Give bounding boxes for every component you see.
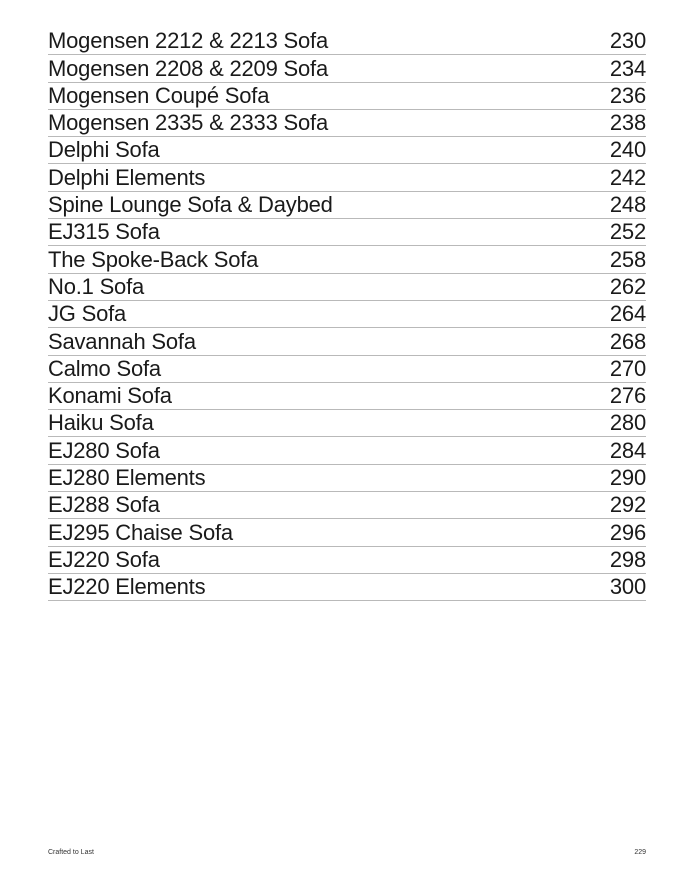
toc-entry-title: EJ280 Sofa [48, 437, 160, 463]
toc-entry-title: EJ220 Elements [48, 574, 206, 600]
toc-entry[interactable] [48, 574, 646, 601]
toc-entry-title: JG Sofa [48, 301, 127, 327]
toc-entry-page: 292 [609, 492, 646, 518]
toc-entry-page: 300 [609, 574, 646, 600]
table-of-contents [48, 28, 646, 601]
toc-entry-title: Savannah Sofa [48, 328, 196, 354]
toc-entry[interactable] [48, 519, 646, 546]
toc-entry-page: 276 [609, 383, 646, 409]
toc-entry-title: EJ288 Sofa [48, 492, 160, 518]
toc-entry-title: EJ295 Chaise Sofa [48, 519, 233, 545]
toc-entry-page: 234 [609, 55, 646, 81]
toc-entry-page: 284 [609, 437, 646, 463]
toc-entry[interactable] [48, 110, 646, 137]
toc-entry-title: Mogensen 2335 & 2333 Sofa [48, 110, 329, 136]
toc-entry-page: 248 [609, 192, 646, 218]
toc-entry-page: 240 [609, 137, 646, 163]
toc-entry[interactable] [48, 492, 646, 519]
toc-entry-page: 262 [609, 273, 646, 299]
toc-entry-page: 296 [609, 519, 646, 545]
toc-entry-title: EJ220 Sofa [48, 546, 160, 572]
toc-entry-title: Mogensen Coupé Sofa [48, 82, 270, 108]
toc-entry[interactable] [48, 410, 646, 437]
toc-entry-title: Spine Lounge Sofa & Daybed [48, 192, 333, 218]
toc-entry[interactable] [48, 137, 646, 164]
toc-entry-title: Calmo Sofa [48, 355, 161, 381]
toc-entry-title: Mogensen 2212 & 2213 Sofa [48, 28, 329, 54]
toc-entry[interactable] [48, 192, 646, 219]
toc-entry-title: No.1 Sofa [48, 273, 145, 299]
toc-entry-title: EJ315 Sofa [48, 219, 160, 245]
toc-entry-title: Mogensen 2208 & 2209 Sofa [48, 55, 329, 81]
toc-entry[interactable] [48, 274, 646, 301]
toc-entry-page: 298 [609, 546, 646, 572]
toc-entry[interactable] [48, 547, 646, 574]
toc-entry-page: 258 [609, 246, 646, 272]
toc-entry-page: 290 [609, 465, 646, 491]
toc-entry-page: 230 [609, 28, 646, 54]
toc-entry[interactable] [48, 383, 646, 410]
toc-entry[interactable] [48, 164, 646, 191]
toc-entry-title: EJ280 Elements [48, 465, 206, 491]
toc-entry-title: Konami Sofa [48, 383, 172, 409]
toc-entry[interactable] [48, 465, 646, 492]
toc-entry[interactable] [48, 83, 646, 110]
toc-entry[interactable] [48, 437, 646, 464]
toc-entry[interactable] [48, 219, 646, 246]
toc-entry[interactable] [48, 301, 646, 328]
toc-entry-page: 238 [609, 110, 646, 136]
toc-entry-page: 280 [609, 410, 646, 436]
toc-entry-title: The Spoke-Back Sofa [48, 246, 259, 272]
footer-title: Crafted to Last [48, 849, 94, 856]
toc-entry-page: 270 [609, 355, 646, 381]
toc-entry-page: 236 [609, 82, 646, 108]
toc-entry-page: 268 [609, 328, 646, 354]
toc-entry-title: Delphi Sofa [48, 137, 160, 163]
toc-entry[interactable] [48, 246, 646, 273]
toc-entry[interactable] [48, 328, 646, 355]
toc-entry-page: 242 [609, 164, 646, 190]
toc-entry-title: Haiku Sofa [48, 410, 154, 436]
toc-entry[interactable] [48, 55, 646, 82]
toc-entry[interactable] [48, 356, 646, 383]
footer-page-number: 229 [634, 849, 646, 856]
toc-entry-page: 252 [609, 219, 646, 245]
toc-entry-page: 264 [609, 301, 646, 327]
toc-entry[interactable] [48, 28, 646, 55]
toc-entry-title: Delphi Elements [48, 164, 206, 190]
